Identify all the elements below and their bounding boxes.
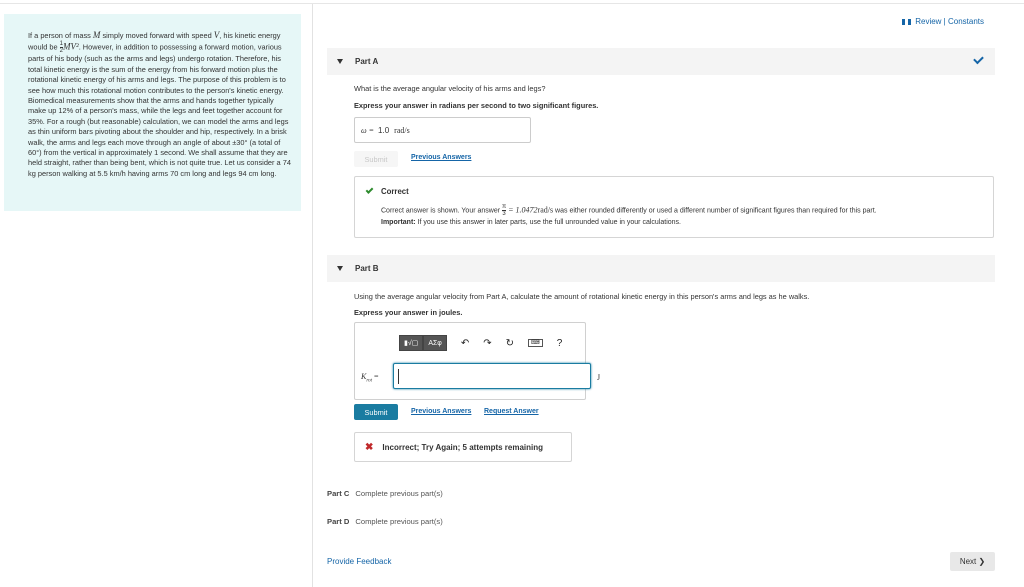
reset-icon[interactable]: ↻ (505, 337, 515, 349)
feedback-title: Correct (381, 187, 409, 196)
pi-numerator: π (502, 204, 507, 210)
review-constants-label: Review | Constants (915, 17, 984, 26)
part-a-title: Part A (355, 57, 379, 66)
important-text: If you use this answer in later parts, use the full unrounded value in your calculations. (415, 219, 681, 226)
request-answer-link[interactable]: Request Answer (484, 408, 539, 415)
column-divider (312, 4, 313, 587)
next-button[interactable]: Next ❯ (950, 552, 995, 571)
keyboard-icon[interactable]: ⌨ (528, 339, 543, 347)
part-a-submit-button[interactable]: Submit (354, 151, 398, 167)
fraction-denominator: 2 (59, 48, 63, 55)
feedback-line-1 (381, 204, 877, 217)
fraction-numerator: 1 (59, 41, 63, 48)
k-rot-label (361, 372, 379, 384)
omega-variable: ω = (361, 125, 375, 135)
important-label: Important: (381, 219, 416, 226)
part-c-status: Complete previous part(s) (355, 489, 443, 498)
part-c-title: Part C (327, 489, 350, 498)
part-a-answer-value: 1.0 (378, 125, 390, 135)
part-b-previous-answers-link[interactable]: Previous Answers (411, 408, 472, 415)
part-a-answer-unit: rad/s (394, 125, 410, 135)
part-a-header[interactable] (327, 48, 995, 75)
caret-down-icon (337, 59, 343, 64)
part-c-row[interactable] (327, 489, 443, 498)
problem-text-4: . However, in addition to possessing a forward motion, various parts of his body (such as the arms and legs) undergo rotation. Therefore, his total kinetic energy is the sum of the energy from his forward motion plus the rotational kinetic energy of his arms and legs. The purpose of this problem is to see how much this rotational motion contributes to the person's kinetic energy. Biomedical measurements show that the arms and hands together typically make up 12% of a person's mass, while the legs and feet together account for 35%. For a rough (but reasonable) calculation, we can model the arms and legs as thin uniform bars pivoting about the shoulder and hip, respectively. In a brisk walk, the arms and legs each move through an angle of about ±30° (a total of 60°) from the vertical in approximately 1 second. We shall assume that they are held straight, rather than being bent, which is not quite true. Let us consider a 74 kg person walking at 5.5 km/h having arms 70 cm long and legs 94 cm long. (28, 42, 291, 178)
part-a-answer-field (354, 117, 531, 143)
templates-button[interactable]: ▮√▢ (399, 335, 423, 351)
checkmark-icon (973, 54, 984, 65)
mass-variable: M (92, 30, 101, 40)
review-icon (902, 19, 911, 25)
problem-statement (4, 14, 301, 211)
part-b-header[interactable] (327, 255, 995, 282)
part-b-question: Using the average angular velocity from Part A, calculate the amount of rotational kinetic energy in this person's arms and legs as he walks. (354, 292, 810, 301)
rot-subscript: rot (366, 378, 372, 384)
top-border (0, 3, 1024, 4)
feedback-line-1c: was either rounded differently or used a different number of significant figures than required for this part. (553, 207, 877, 215)
part-b-title: Part B (355, 264, 379, 273)
text-cursor (398, 369, 399, 384)
part-a-previous-answers-link[interactable]: Previous Answers (411, 154, 472, 161)
part-d-status: Complete previous part(s) (355, 517, 443, 526)
incorrect-x-icon: ✖ (365, 441, 374, 453)
incorrect-message: Incorrect; Try Again; 5 attempts remaining (382, 442, 544, 452)
part-b-submit-button[interactable]: Submit (354, 404, 398, 420)
part-a-feedback (354, 176, 994, 238)
caret-down-icon (337, 266, 343, 271)
speed-variable: V (213, 30, 220, 40)
kinetic-energy-expression: MV² (62, 41, 79, 52)
undo-icon[interactable]: ↶ (460, 337, 470, 349)
part-d-row[interactable] (327, 517, 443, 526)
redo-icon[interactable]: ↷ (483, 337, 492, 349)
symbols-button[interactable]: ΑΣφ (423, 335, 447, 351)
part-a-question: What is the average angular velocity of his arms and legs? (354, 84, 546, 93)
problem-text-1: If a person of mass (28, 31, 93, 40)
part-a-instruction: Express your answer in radians per second to two significant figures. (354, 101, 599, 110)
part-d-title: Part D (327, 517, 350, 526)
part-b-answer-input[interactable] (393, 363, 591, 389)
pi-denominator: 3 (502, 211, 506, 217)
problem-text-2: simply moved forward with speed (100, 31, 214, 40)
provide-feedback-link[interactable]: Provide Feedback (327, 557, 392, 566)
feedback-unit: rad/s (537, 205, 554, 215)
feedback-value: = 1.0472 (506, 205, 538, 215)
part-b-feedback (354, 432, 572, 462)
part-b-instruction: Express your answer in joules. (354, 308, 463, 317)
help-icon[interactable]: ? (556, 337, 563, 349)
problem-text-3: , his kinetic energy would be (28, 31, 281, 52)
feedback-line-1a: Correct answer is shown. Your answer (381, 207, 502, 215)
equals-sign: = (374, 372, 379, 381)
part-b-unit: J (597, 373, 601, 382)
k-variable: K (361, 372, 367, 381)
correct-check-icon (366, 186, 374, 194)
feedback-line-2 (381, 219, 681, 226)
review-constants-link[interactable] (902, 17, 984, 26)
math-toolbar (399, 335, 562, 351)
